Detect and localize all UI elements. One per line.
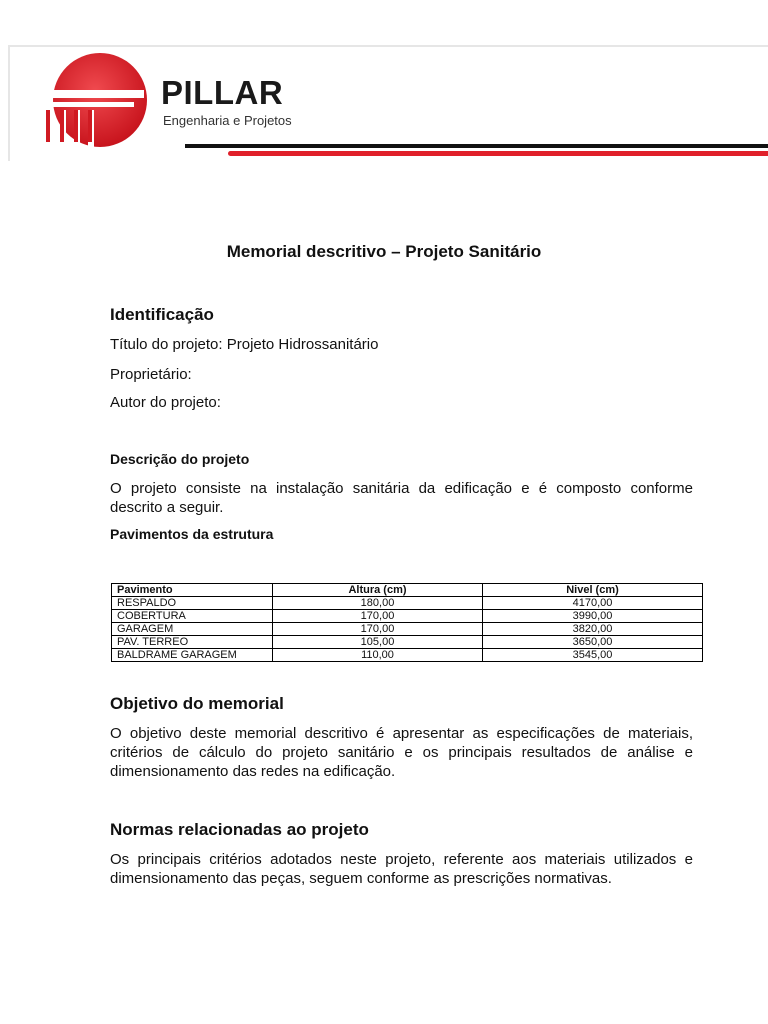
table-header-row [112,584,703,597]
cell-pavimento: GARAGEM [112,623,273,636]
pavimentos-table [111,583,703,662]
cell-altura: 180,00 [273,597,483,610]
cell-nivel: 3545,00 [483,649,703,662]
cell-altura: 170,00 [273,623,483,636]
company-tagline: Engenharia e Projetos [163,113,292,128]
cell-pavimento: PAV. TERREO [112,636,273,649]
cell-nivel: 3820,00 [483,623,703,636]
cell-pavimento: COBERTURA [112,610,273,623]
table-row [112,597,703,610]
section-heading-pavimentos: Pavimentos da estrutura [110,526,274,542]
cell-altura: 170,00 [273,610,483,623]
table-row [112,636,703,649]
table-row [112,610,703,623]
section-heading-normas: Normas relacionadas ao projeto [110,820,369,839]
table-row [112,623,703,636]
descricao-paragraph: O projeto consiste na instalação sanitária da edificação e é composto conforme descrito a seguir. [110,480,693,516]
header-divider-black [185,144,768,148]
cell-nivel: 3990,00 [483,610,703,623]
section-heading-descricao: Descrição do projeto [110,451,250,467]
normas-paragraph: Os principais critérios adotados neste projeto, referente aos materiais utilizados e dimensionamento das peças, seguem conforme as prescrições normativas. [110,851,693,887]
cell-pavimento: RESPALDO [112,597,273,610]
section-heading-objetivo: Objetivo do memorial [110,694,284,713]
cell-altura: 105,00 [273,636,483,649]
document-title: Memorial descritivo – Projeto Sanitário [226,242,542,261]
section-heading-identificacao: Identificação [110,305,214,324]
column-header-pavimento: Pavimento [112,584,273,597]
project-title-line: Título do projeto: Projeto Hidrossanitário [110,336,379,353]
pillar-logo-icon [28,52,160,152]
owner-line: Proprietário: [110,366,192,383]
column-header-altura: Altura (cm) [273,584,483,597]
cell-nivel: 3650,00 [483,636,703,649]
cell-pavimento: BALDRAME GARAGEM [112,649,273,662]
company-name: PILLAR [161,74,284,111]
cell-nivel: 4170,00 [483,597,703,610]
cell-altura: 110,00 [273,649,483,662]
objetivo-paragraph: O objetivo deste memorial descritivo é apresentar as especificações de materiais, critérios de cálculo do projeto sanitário e os principais resultados de análise e dimensionamento das redes na edificação. [110,725,693,780]
author-line: Autor do projeto: [110,394,221,411]
table-row [112,649,703,662]
header-divider-red [228,151,768,156]
column-header-nivel: Nivel (cm) [483,584,703,597]
